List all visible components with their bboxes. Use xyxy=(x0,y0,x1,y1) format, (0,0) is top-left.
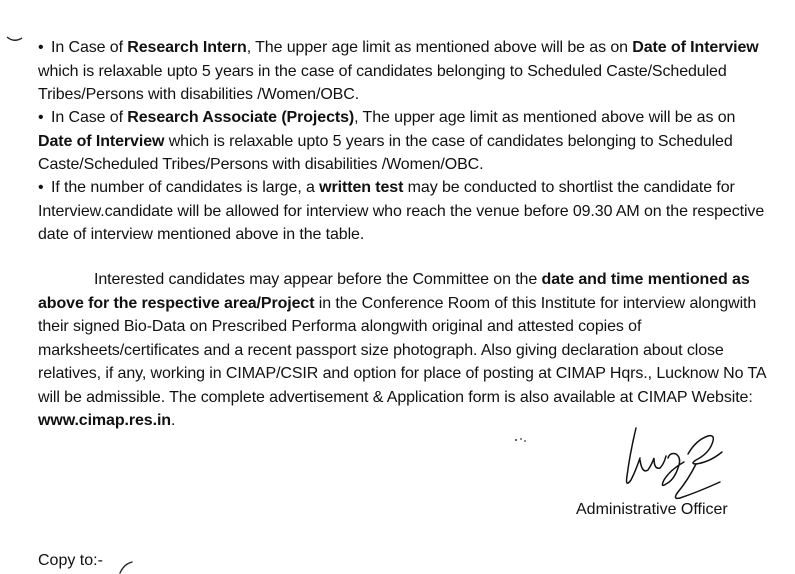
text: . xyxy=(170,412,176,429)
bullet-icon: • xyxy=(38,109,44,126)
text: In Case of xyxy=(51,39,128,56)
text: may be conducted to shortlist the candidate for Interview.candidate will be allowed for interview who reach the venue before 09.30 AM on the respective date of interview mentioned above in the table. xyxy=(38,179,765,243)
signature-icon xyxy=(600,418,750,510)
text: In Case of xyxy=(51,109,128,126)
pen-mark-icon xyxy=(118,560,134,574)
bold-text: Research Associate (Projects) xyxy=(127,109,355,126)
signatory-title: Administrative Officer xyxy=(576,501,728,518)
scan-mark-icon xyxy=(6,34,24,44)
text: , The upper age limit as mentioned above will be as on xyxy=(246,39,633,56)
bold-text: date and time mentioned as above for the respective area/Project xyxy=(38,271,750,312)
interested-candidates-paragraph xyxy=(38,268,768,433)
research-associate-paragraph xyxy=(38,106,768,177)
text: Interested candidates may appear before the Committee on the xyxy=(94,271,542,288)
scan-speck-icon xyxy=(514,436,528,444)
bold-text: written test xyxy=(319,179,404,196)
bold-text: Research Intern xyxy=(127,39,247,56)
bold-text: Date of Interview xyxy=(38,132,165,150)
bold-text: Date of Interview xyxy=(632,39,759,56)
text: which is relaxable upto 5 years in the case of candidates belonging to Scheduled Caste/Scheduled Tribes/Persons with disabilities /Women/OBC. xyxy=(38,132,733,173)
copy-to-label: Copy to:- xyxy=(38,552,103,569)
text: in the Conference Room of this Institute for interview alongwith their signed Bio-Data on Prescribed Performa alongwith original and attested copies of marksheets/certificates and a recent passport size photograph. Also giving declaration about close relatives, if any, working in CIMAP/CSIR and option for place of posting at CIMAP Hqrs., Lucknow No TA will be admissible. The complete advertisement & Application form is also available at CIMAP Website: xyxy=(38,294,766,406)
text: If the number of candidates is large, a xyxy=(51,179,320,196)
website-link-text: www.cimap.res.in xyxy=(38,412,171,429)
text: which is relaxable upto 5 years in the case of candidates belonging to Scheduled Caste/Scheduled Tribes/Persons with disabilities /Women/OBC. xyxy=(38,62,727,103)
research-intern-paragraph xyxy=(38,36,768,107)
text: , The upper age limit as mentioned above will be as on xyxy=(354,109,736,126)
bullet-icon: • xyxy=(38,39,44,56)
written-test-paragraph xyxy=(38,176,768,247)
bullet-icon: • xyxy=(38,179,44,196)
